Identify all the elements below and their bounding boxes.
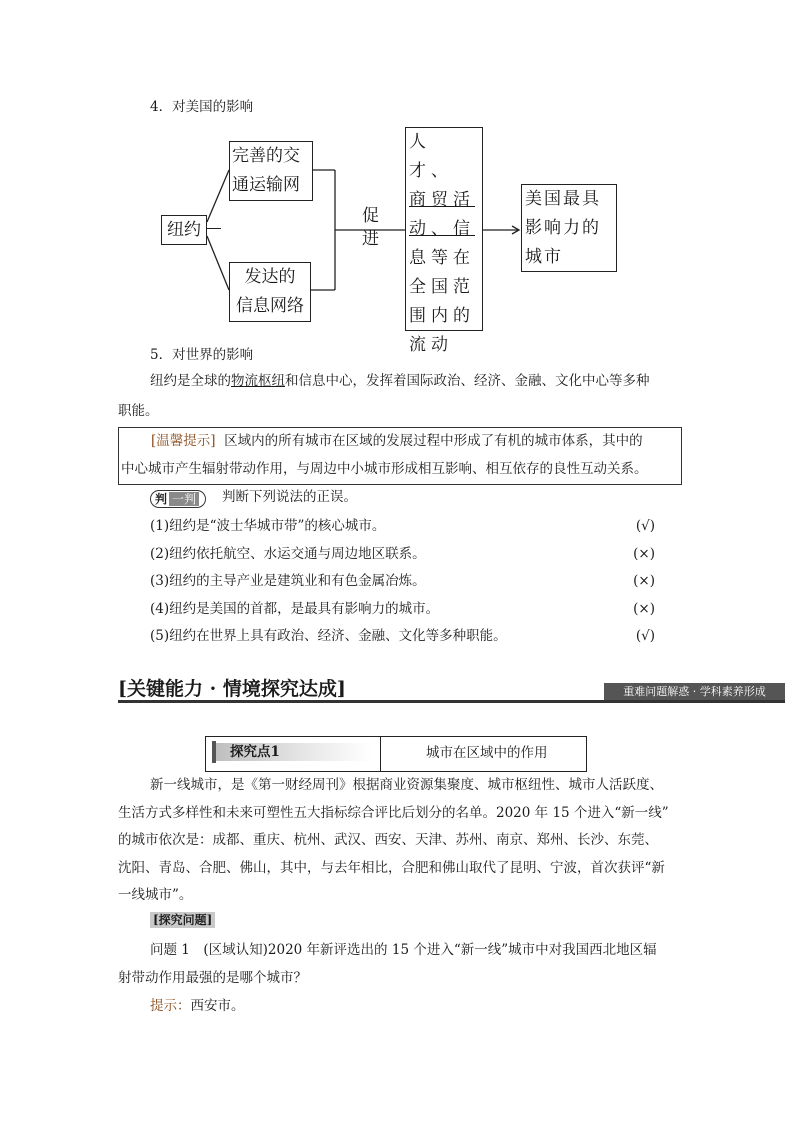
promote-label <box>362 205 379 251</box>
diagram-lines <box>0 0 794 360</box>
explore-question-tag: [探究问题] <box>150 912 215 928</box>
flow-line: 息等在 <box>409 248 475 268</box>
judge-item-mark: (×) <box>633 545 655 562</box>
section-5-title: 5．对世界的影响 <box>150 347 254 363</box>
transport-line-2: 通运输网 <box>232 175 300 195</box>
result-box <box>521 184 617 272</box>
explore-line: 沈阳、青岛、合肥、佛山，其中，与去年相比，合肥和佛山取代了昆明、宁波，首次获评“新 <box>118 859 665 876</box>
result-line: 美国最具 <box>525 189 601 209</box>
explore-point-table <box>205 736 587 772</box>
judge-instruction: 判断下列说法的正误。 <box>222 489 357 505</box>
nyc-box <box>161 215 207 245</box>
explore-line: 生活方式多样性和未来可塑性五大指标综合评比后划分的名单。2020 年 15 个进入“新一线” <box>118 804 669 821</box>
info-network-box <box>229 262 311 322</box>
nyc-label: 纽约 <box>167 220 201 240</box>
transport-box <box>229 141 313 201</box>
judge-item-text: (4)纽约是美国的首都，是最具有影响力的城市。 <box>150 600 440 617</box>
judge-item <box>150 571 655 591</box>
judge-badge-rest: 一判 <box>169 492 199 506</box>
explore-point-topic: 城市在区域中的作用 <box>426 745 548 761</box>
flow-line: 全国范 <box>409 277 475 297</box>
info-line-2: 信息网络 <box>236 296 304 316</box>
explore-line: 的城市依次是：成都、重庆、杭州、武汉、西安、天津、苏州、南京、郑州、长沙、东莞、 <box>118 832 658 848</box>
warm-tip-box <box>118 427 682 485</box>
key-section-rule <box>118 700 785 703</box>
hint-label: 提示： <box>150 998 191 1014</box>
world-text-b: 和信息中心，发挥着国际政治、经济、金融、文化中心等多种 <box>285 373 650 389</box>
judge-item-text: (2)纽约依托航空、水运交通与周边地区联系。 <box>150 545 426 562</box>
judge-item-text: (1)纽约是“波士华城市带”的核心城市。 <box>150 518 386 534</box>
world-text-a: 纽约是全球的 <box>150 373 231 389</box>
result-line: 城市 <box>525 247 563 267</box>
flow-line: 动、信 <box>409 219 475 239</box>
question-1-line-2: 射带动作用最强的是哪个城市？ <box>118 970 307 986</box>
judge-item-mark: (×) <box>633 600 655 617</box>
logistics-hub-term: 物流枢纽 <box>231 373 285 389</box>
question-1-line-1: 问题 1 (区域认知)2020 年新评选出的 15 个进入“新一线”城市中对我国西北地区辐 <box>150 942 657 958</box>
hint-answer: 西安市。 <box>190 998 245 1014</box>
key-section-subtitle: 重难问题解惑 · 学科素养形成 <box>604 683 785 700</box>
info-line-1: 发达的 <box>244 267 296 287</box>
explore-line: 新一线城市，是《第一财经周刊》根据商业资源集聚度、城市枢纽性、城市人活跃度、 <box>150 777 663 793</box>
judge-badge <box>150 488 206 506</box>
judge-item <box>150 626 655 646</box>
flow-line: 商贸活 <box>409 190 475 210</box>
judge-item <box>150 544 655 564</box>
flow-line: 流动 <box>409 335 453 355</box>
judge-item-mark: (√) <box>635 628 655 644</box>
world-text-c: 职能。 <box>118 403 159 419</box>
explore-line: 一线城市”。 <box>118 887 193 903</box>
flow-line: 围内的 <box>409 306 475 326</box>
judge-item-mark: (√) <box>635 518 655 534</box>
question-1-hint <box>150 996 245 1016</box>
world-paragraph <box>150 368 690 396</box>
judge-item-text: (3)纽约的主导产业是建筑业和有色金属冶炼。 <box>150 573 426 589</box>
explore-point-label: 探究点1 <box>230 744 280 760</box>
promote-line-2: 进 <box>362 229 379 249</box>
judge-item-mark: (×) <box>633 573 655 589</box>
section-4-title: 4．对美国的影响 <box>150 99 254 115</box>
warm-tip-tag: [温馨提示] <box>151 433 216 449</box>
transport-line-1: 完善的交 <box>232 146 300 166</box>
judge-item-text: (5)纽约在世界上具有政治、经济、金融、文化等多种职能。 <box>150 628 507 644</box>
flow-line: 人 才、 <box>409 132 453 181</box>
flow-box <box>405 127 483 355</box>
warm-tip-text-1: 区域内的所有城市在区域的发展过程中形成了有机的城市体系，其中的 <box>224 433 643 449</box>
explore-point-label-cell <box>206 737 381 771</box>
warm-tip-line-1 <box>151 431 643 451</box>
result-line: 影响力的 <box>525 218 601 238</box>
key-section-title: [关键能力 · 情境探究达成] <box>118 678 346 700</box>
judge-item <box>150 516 655 536</box>
promote-line-1: 促 <box>362 206 379 226</box>
judge-badge-main: 判 <box>155 492 168 506</box>
judge-item <box>150 599 655 619</box>
warm-tip-text-2: 中心城市产生辐射带动作用，与周边中小城市形成相互影响、相互依存的良性互动关系。 <box>121 461 648 477</box>
